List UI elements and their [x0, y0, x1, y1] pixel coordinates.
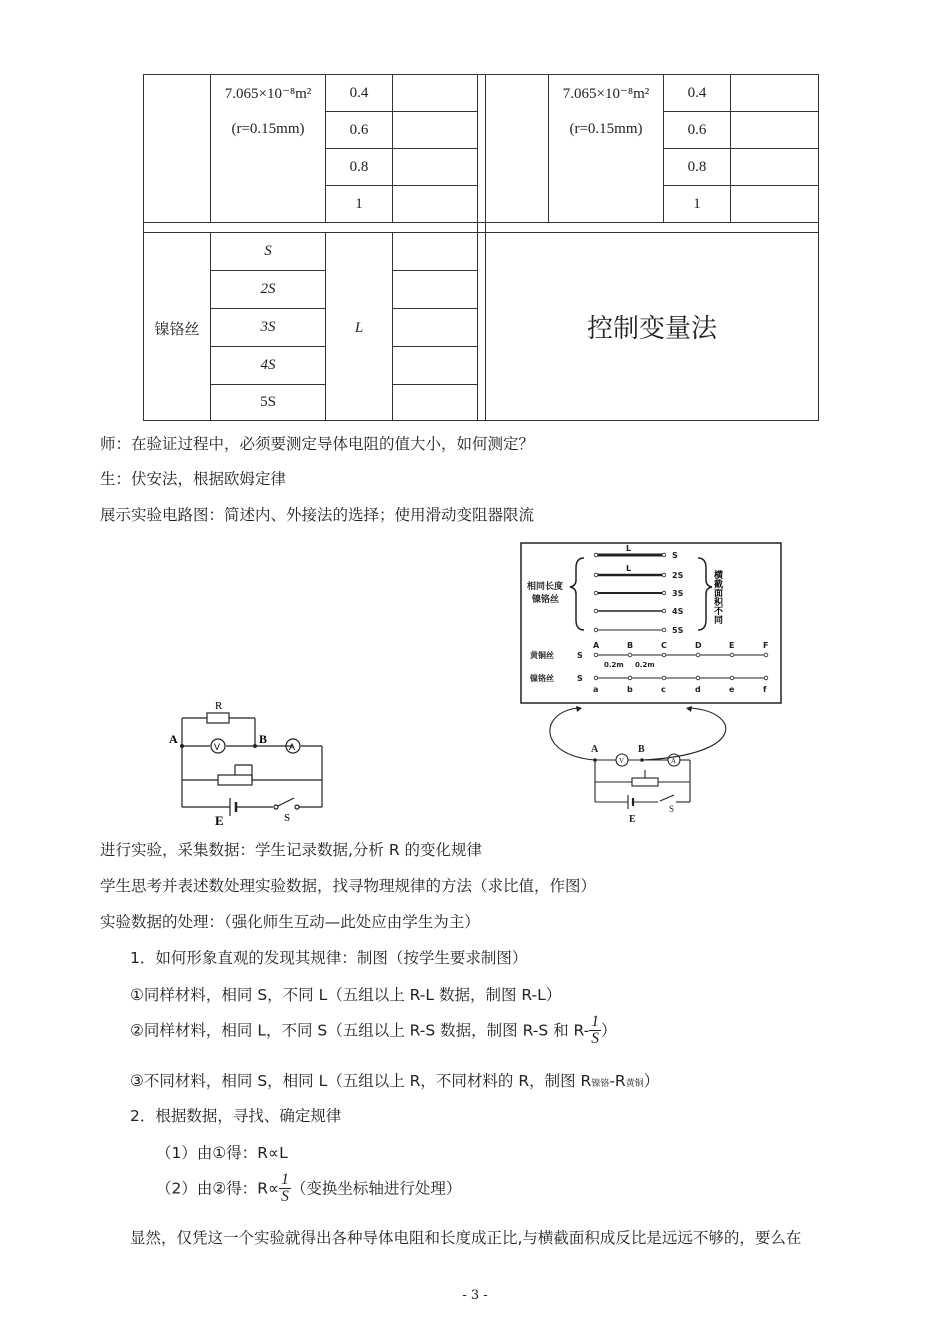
- board-right-label: 横截面积不同: [712, 570, 722, 624]
- subscript: 黄铜: [625, 1079, 644, 1089]
- spacing-label: 0.2m: [604, 661, 624, 669]
- paragraph: 学生思考并表述数处理实验数据，找寻物理规律的方法（求比值，作图）: [100, 877, 597, 895]
- switch-label: S: [284, 812, 291, 824]
- point-label: e: [729, 685, 735, 694]
- resistor-label: R: [215, 700, 223, 712]
- list-item: （1）由①得：R∝L: [156, 1144, 288, 1162]
- fraction-numerator: 1: [281, 1171, 289, 1188]
- point-label: f: [763, 685, 767, 694]
- point-label: b: [627, 685, 633, 694]
- paragraph: 进行实验，采集数据：学生记录数据,分析 R 的变化规律: [100, 841, 483, 859]
- paragraph: 展示实验电路图：简述内、外接法的选择；使用滑动变阻器限流: [100, 506, 535, 524]
- node-a-label: A: [169, 732, 178, 746]
- point-label: d: [695, 685, 701, 694]
- point-label: E: [729, 641, 735, 650]
- voltmeter-icon: V: [619, 757, 625, 765]
- point-label: A: [593, 641, 600, 650]
- paragraph: 显然，仅凭这一个实验就得出各种导体电阻和长度成正比,与横截面积成反比是远远不够的，要么在: [130, 1229, 802, 1247]
- ammeter-icon: A: [289, 742, 296, 752]
- subscript: 镍铬: [591, 1079, 610, 1089]
- list-item: [130, 1069, 659, 1091]
- spacing-label: 0.2m: [635, 661, 655, 669]
- length-cell: 1: [693, 195, 701, 212]
- circuit-diagram-right: [540, 700, 750, 830]
- fraction-numerator: 1: [591, 1013, 599, 1030]
- list-item: 1．如何形象直观的发现其规律：制图（按学生要求制图）: [130, 949, 528, 967]
- s-label: S: [577, 674, 583, 683]
- length-cell: 0.8: [687, 158, 707, 175]
- board-left-label: 相同长度: [527, 582, 564, 592]
- material-label: 镍铬丝: [154, 319, 200, 338]
- wire-length-label: L: [626, 544, 632, 553]
- length-cell: 1: [355, 195, 363, 212]
- length-cell: 0.6: [349, 121, 369, 138]
- page-number: - 3 -: [462, 1288, 488, 1303]
- length-cell: 0.4: [349, 84, 369, 101]
- paragraph: 师：在验证过程中，必须要测定导体电阻的值大小，如何测定？: [100, 435, 535, 453]
- board-left-label: 镍铬丝: [532, 595, 560, 605]
- switch-label: S: [669, 804, 675, 814]
- point-label: c: [661, 685, 666, 694]
- list-item: 2．根据数据，寻找、确定规律: [130, 1107, 342, 1125]
- list-item-text: -R: [609, 1072, 626, 1090]
- area-cell: 2S: [260, 281, 276, 297]
- point-label: a: [593, 685, 599, 694]
- list-item-text: （2）由②得：R∝: [156, 1179, 280, 1198]
- area-label: 3S: [672, 589, 684, 598]
- list-item-text: ）: [601, 1021, 617, 1040]
- list-item-text: ）: [643, 1072, 660, 1090]
- experiment-board: [520, 540, 785, 710]
- area-value: 7.065×10⁻⁸m²: [562, 85, 650, 102]
- length-cell: 0.6: [687, 121, 707, 138]
- point-label: B: [627, 641, 634, 650]
- ammeter-icon: A: [671, 757, 677, 765]
- area-cell: 4S: [260, 357, 276, 373]
- area-label: S: [672, 551, 678, 560]
- method-label: 控制变量法: [586, 314, 717, 344]
- fraction: [279, 1172, 291, 1206]
- fraction: [589, 1014, 601, 1048]
- s-label: S: [577, 651, 583, 660]
- length-cell: 0.8: [349, 158, 369, 175]
- area-cell: 5S: [260, 394, 276, 410]
- area-label: 2S: [672, 571, 684, 580]
- list-item-text: ②同样材料，相同 L，不同 S（五组以上 R-S 数据，制图 R-S 和 R-: [130, 1021, 590, 1040]
- list-item-text: （变换坐标轴进行处理）: [290, 1179, 462, 1198]
- area-label: 5S: [672, 626, 684, 635]
- node-b-label: B: [259, 732, 268, 746]
- nichrome-label: 镍铬丝: [530, 674, 554, 683]
- battery-label: E: [629, 814, 636, 825]
- list-item: ①同样材料，相同 S，不同 L（五组以上 R-L 数据，制图 R-L）: [130, 986, 562, 1004]
- battery-label: E: [215, 813, 224, 828]
- paragraph: 生：伏安法，根据欧姆定律: [100, 470, 287, 488]
- fraction-denominator: S: [281, 1188, 289, 1206]
- node-a-label: A: [591, 744, 599, 755]
- voltmeter-icon: V: [214, 742, 221, 752]
- area-value: 7.065×10⁻⁸m²: [224, 85, 312, 102]
- fraction-denominator: S: [591, 1030, 599, 1048]
- point-label: F: [763, 641, 769, 650]
- radius-value: (r=0.15mm): [569, 120, 643, 137]
- length-label: L: [354, 319, 364, 336]
- wire-length-label: L: [626, 564, 632, 573]
- list-item-text: ③不同材料，相同 S，相同 L（五组以上 R，不同材料的 R，制图 R: [130, 1072, 592, 1090]
- area-label: 4S: [672, 607, 684, 616]
- list-item: [130, 1014, 617, 1048]
- list-item: [156, 1172, 461, 1206]
- node-b-label: B: [638, 744, 645, 755]
- area-cell: 3S: [260, 319, 276, 335]
- point-label: D: [695, 641, 702, 650]
- length-cell: 0.4: [687, 84, 707, 101]
- radius-value: (r=0.15mm): [231, 120, 305, 137]
- paragraph: 实验数据的处理：（强化师生互动—此处应由学生为主）: [100, 913, 480, 931]
- point-label: C: [661, 641, 667, 650]
- area-cell: S: [264, 243, 272, 259]
- circuit-diagram-left: [160, 695, 340, 830]
- brass-label: 黄铜丝: [530, 651, 554, 660]
